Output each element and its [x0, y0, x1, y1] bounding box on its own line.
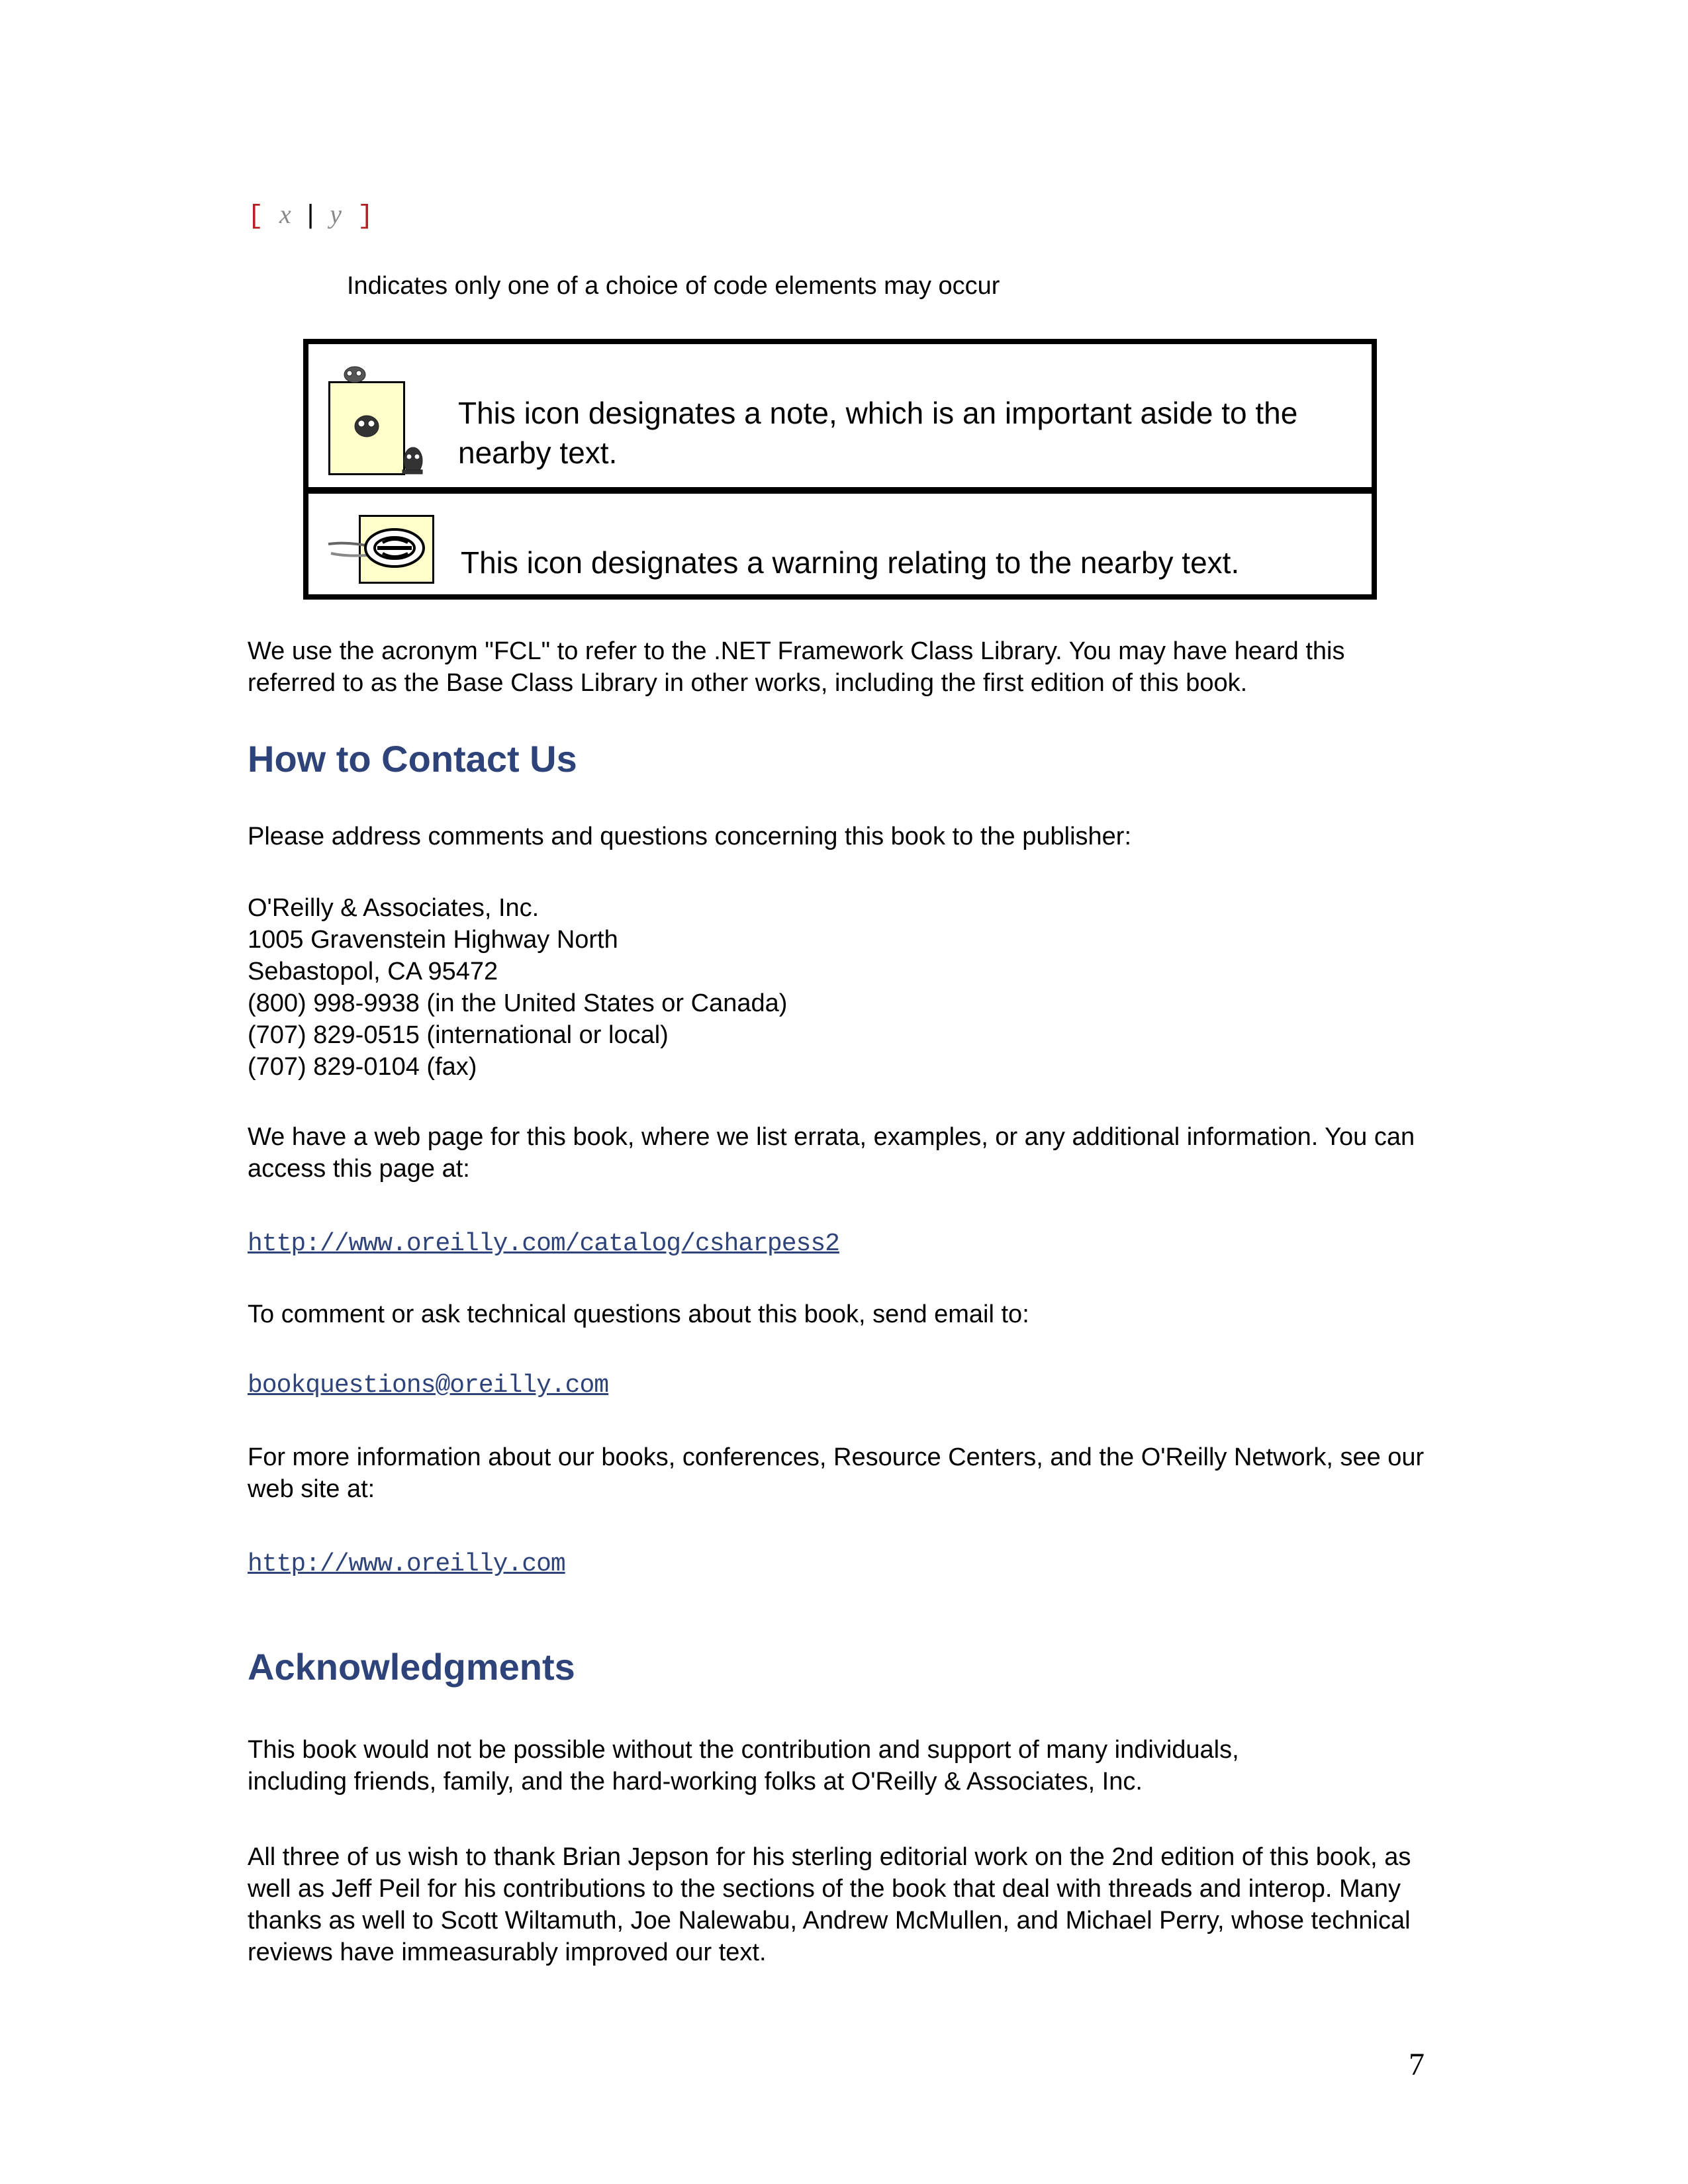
acknowledgments-paragraph-1: This book would not be possible without the contribution and support of many individuals, including friends, family, and the hard-working folks at O'Reilly & Associates, Inc.	[248, 1736, 1239, 1796]
syntax-description: Indicates only one of a choice of code elements may occur	[347, 272, 1000, 300]
website-link[interactable]: http://www.oreilly.com	[248, 1550, 565, 1578]
warning-callout	[308, 494, 1372, 594]
open-bracket: [	[248, 202, 264, 232]
warning-callout-text: This icon designates a warning relating to the nearby text.	[461, 545, 1240, 580]
catalog-link[interactable]: http://www.oreilly.com/catalog/csharpess2	[248, 1230, 839, 1258]
phone-us-canada: (800) 998-9938 (in the United States or Canada)	[248, 989, 788, 1017]
address-line: 1005 Gravenstein Highway North	[248, 926, 618, 954]
choice-separator: |	[306, 200, 314, 229]
close-bracket: ]	[357, 202, 374, 232]
placeholder-x: x	[279, 199, 291, 229]
note-callout	[308, 344, 1372, 494]
acknowledgments-heading: Acknowledgments	[248, 1646, 575, 1688]
email-link[interactable]: bookquestions@oreilly.com	[248, 1371, 609, 1400]
placeholder-y: y	[330, 199, 342, 229]
fax-number: (707) 829-0104 (fax)	[248, 1053, 477, 1081]
icon-legend-table	[303, 339, 1377, 600]
fcl-paragraph: We use the acronym "FCL" to refer to the .NET Framework Class Library. You may have heard this referred to as the Base Class Library in other works, including the first edition of this book.	[248, 637, 1345, 697]
address-line: O'Reilly & Associates, Inc.	[248, 894, 539, 922]
website-paragraph: For more information about our books, conferences, Resource Centers, and the O'Reilly Network, see our web site at:	[248, 1443, 1425, 1503]
contact-heading: How to Contact Us	[248, 738, 577, 780]
owl-decoration-icon	[308, 344, 441, 483]
webpage-paragraph: We have a web page for this book, where we list errata, examples, or any additional information. You can access this page at:	[248, 1123, 1415, 1183]
turkey-decoration-icon	[308, 494, 441, 594]
acknowledgments-paragraph-2: All three of us wish to thank Brian Jepson for his sterling editorial work on the 2nd edition of this book, as well as Jeff Peil for his contributions to the sections of the book that deal with threads and interop. Many thanks as well to Scott Wiltamuth, Joe Nalewabu, Andrew McMullen, and Michael Perry, whose technical reviews have immeasurably improved our text.	[248, 1843, 1411, 1966]
phone-international: (707) 829-0515 (international or local)	[248, 1021, 669, 1049]
syntax-convention	[248, 199, 373, 233]
publisher-address	[248, 892, 1439, 1083]
contact-intro: Please address comments and questions concerning this book to the publisher:	[248, 823, 1132, 850]
note-callout-text: This icon designates a note, which is an important aside to the nearby text.	[458, 396, 1298, 470]
email-paragraph: To comment or ask technical questions about this book, send email to:	[248, 1300, 1029, 1328]
address-line: Sebastopol, CA 95472	[248, 958, 498, 985]
page-number: 7	[1409, 2047, 1425, 2082]
